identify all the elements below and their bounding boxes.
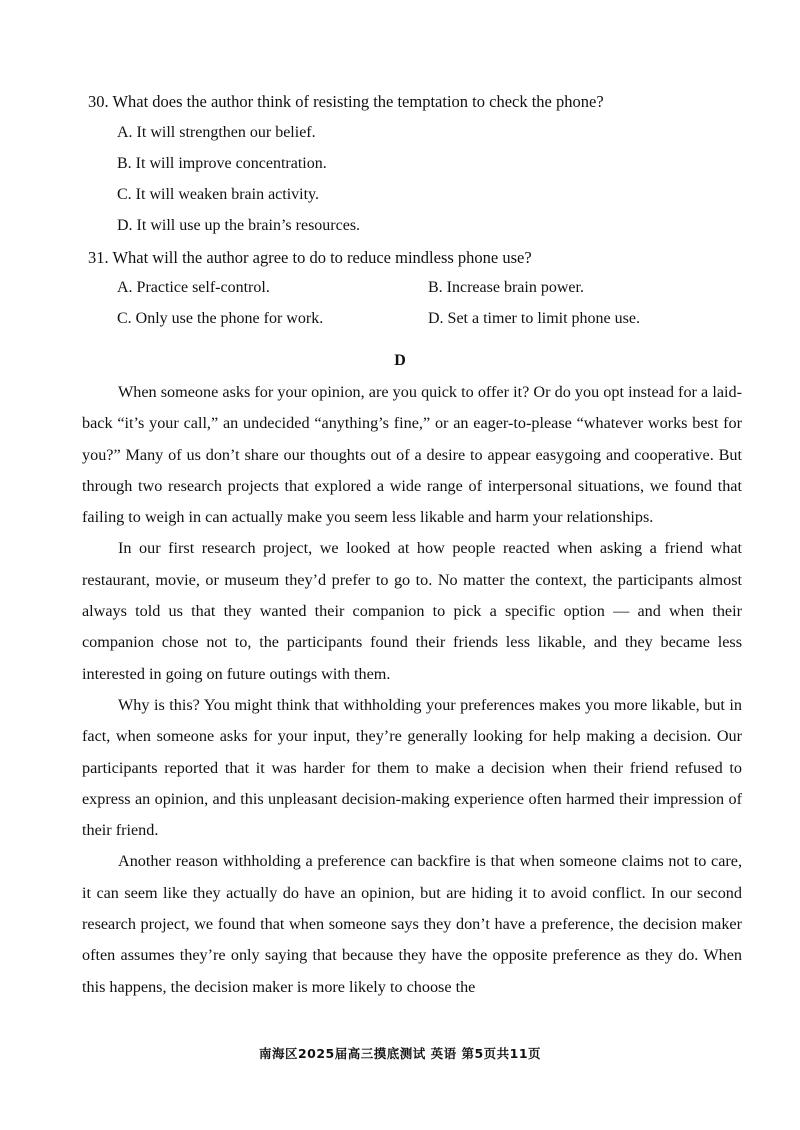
passage-paragraph: Another reason withholding a preference can backfire is that when someone claims not to care, it can seem like they actually do have an opinion, but are hiding it to avoid conflict. In our second research project, we found that when someone says they don’t have a preference, the decision maker often assumes they’re only saying that because they have the opposite preference as they do. When this happens, the decision maker is more likely to choose the [82,852,742,996]
question-30-option-a: A. It will strengthen our belief. [117,124,316,141]
question-31-option-a: A. Practice self-control. [117,279,270,296]
section-heading: D [394,352,406,369]
question-30-stem: 30. What does the author think of resisting the temptation to check the phone? [88,92,604,111]
reading-passage [82,377,742,1003]
passage-paragraph: In our first research project, we looked at how people reacted when asking a friend what restaurant, movie, or museum they’d prefer to go to. No matter the context, the participants almost always told us that they wanted their companion to pick a specific option — and when their companion chose not to, the participants found their friends less likable, and they became less interested in going on future outings with them. [82,539,742,683]
page-footer: 南海区2025届高三摸底测试 英语 第5页共11页 [258,1046,542,1061]
question-31-option-d: D. Set a timer to limit phone use. [428,310,640,327]
question-30-option-c: C. It will weaken brain activity. [117,186,320,203]
question-30-option-d: D. It will use up the brain’s resources. [117,217,361,234]
passage-paragraph: When someone asks for your opinion, are you quick to offer it? Or do you opt instead for a laid-back “it’s your call,” an undecided “anything’s fine,” or an eager-to-please “whatever works best for you?” Many of us don’t share our thoughts out of a desire to appear easygoing and cooperative. But through two research projects that explored a wide range of interpersonal situations, we found that failing to weigh in can actually make you seem less likable and harm your relationships. [82,383,742,527]
question-30-option-b: B. It will improve concentration. [117,155,327,172]
passage-paragraph: Why is this? You might think that withholding your preferences makes you more likable, but in fact, when someone asks for your input, they’re generally looking for help making a decision. Our participants reported that it was harder for them to make a decision when their friend refused to express an opinion, and this unpleasant decision-making experience often harmed their impression of their friend. [82,695,742,840]
question-31-option-c: C. Only use the phone for work. [117,310,324,327]
question-31-stem: 31. What will the author agree to do to reduce mindless phone use? [88,248,532,267]
question-31-option-b: B. Increase brain power. [428,279,584,296]
